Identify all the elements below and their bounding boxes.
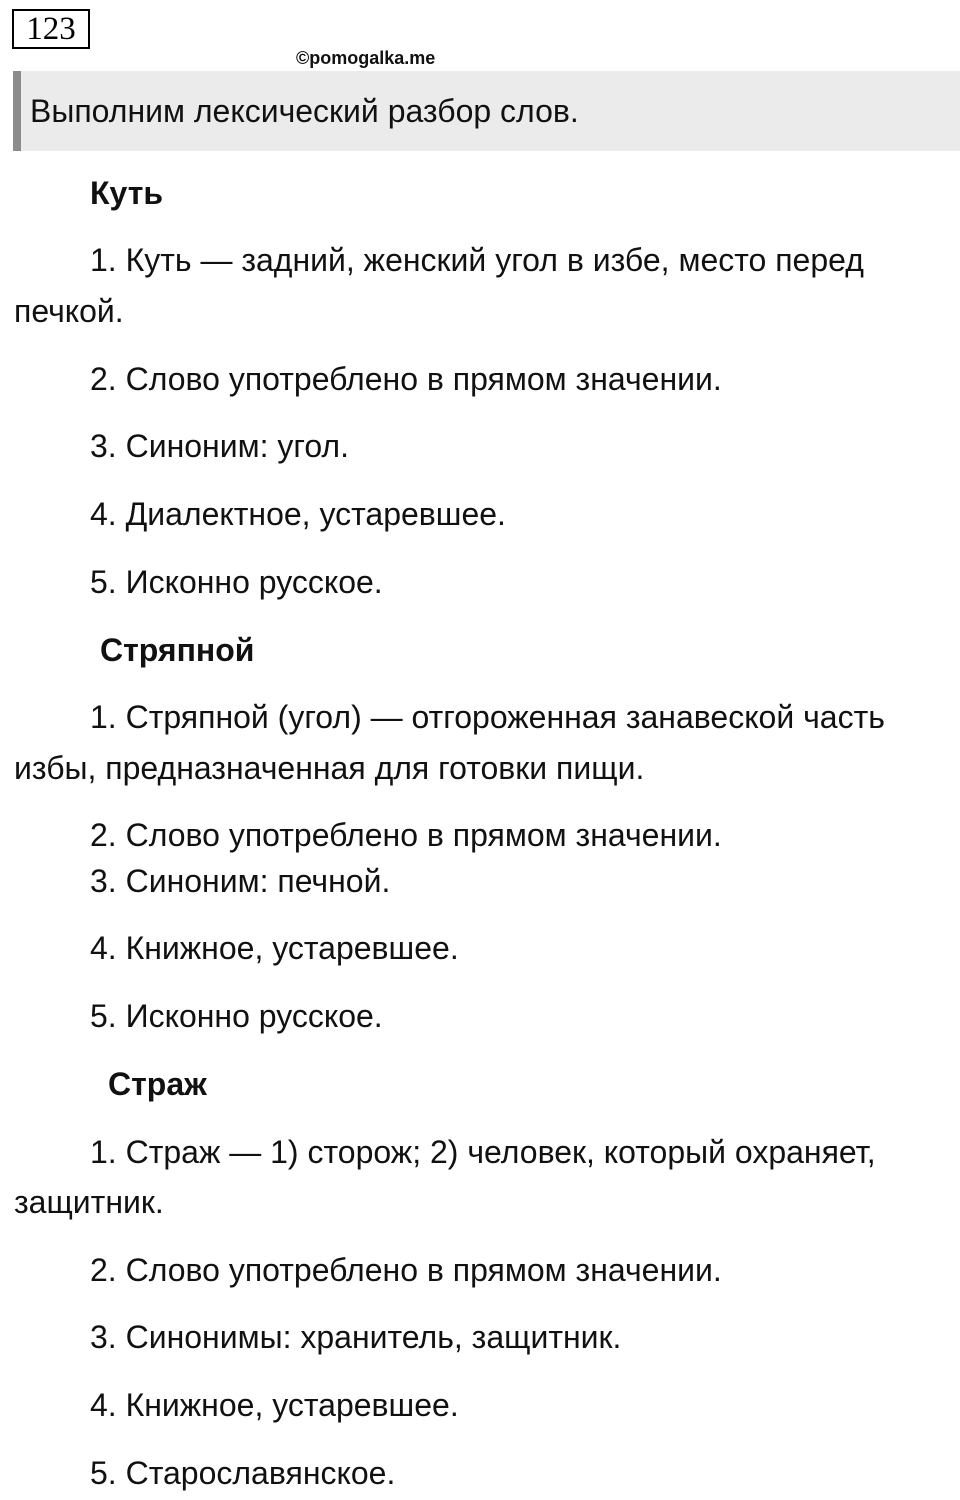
section-line: 3. Синоним: печной. xyxy=(90,863,391,899)
section-line: 1. Стряпной (угол) — отгороженная занавеской часть xyxy=(90,699,885,735)
intro-text: Выполним лексический разбор слов. xyxy=(30,93,579,129)
section-line: печкой. xyxy=(14,293,124,329)
section-line: 2. Слово употреблено в прямом значении. xyxy=(90,1252,722,1288)
section-line: 4. Диалектное, устаревшее. xyxy=(90,496,506,532)
section-line: 3. Синоним: угол. xyxy=(90,428,349,464)
section-line: 1. Страж — 1) сторож; 2) человек, который охраняет, xyxy=(90,1134,876,1170)
section-line: 5. Старославянское. xyxy=(90,1455,396,1491)
section-line: 5. Исконно русское. xyxy=(90,998,383,1034)
section-heading: Куть xyxy=(90,175,164,211)
section-line: 5. Исконно русское. xyxy=(90,564,383,600)
section-line: 1. Куть — задний, женский угол в избе, место перед xyxy=(90,242,864,278)
section-line: 2. Слово употреблено в прямом значении. xyxy=(90,817,722,853)
section-heading: Стряпной xyxy=(100,632,255,668)
section-heading: Страж xyxy=(108,1066,207,1102)
section-line: 3. Синонимы: хранитель, защитник. xyxy=(90,1319,622,1355)
section-line: избы, предназначенная для готовки пищи. xyxy=(14,750,645,786)
task-number: 123 xyxy=(12,9,90,49)
section-line: защитник. xyxy=(14,1184,164,1220)
section-line: 4. Книжное, устаревшее. xyxy=(90,1387,459,1423)
section-line: 2. Слово употреблено в прямом значении. xyxy=(90,361,722,397)
section-line: 4. Книжное, устаревшее. xyxy=(90,930,459,966)
watermark: ©pomogalka.me xyxy=(296,48,436,68)
